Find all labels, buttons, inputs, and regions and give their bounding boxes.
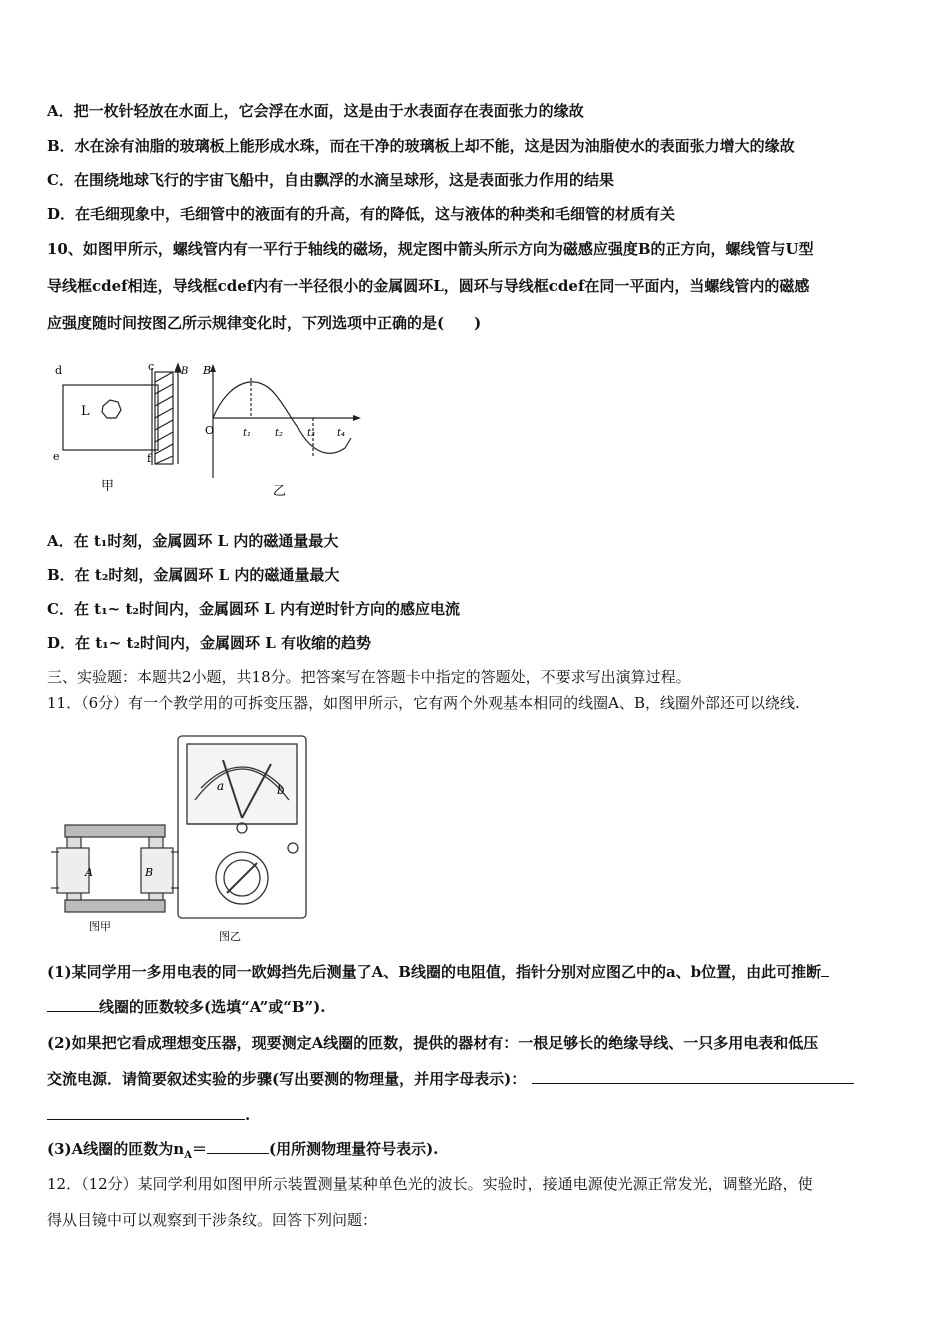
q11-part3-answer-blank[interactable] — [207, 1139, 269, 1154]
q11-part1-text2: 线圈的匝数较多(选填“A”或“B”). — [99, 998, 326, 1016]
q11-part2-end: . — [245, 1106, 251, 1124]
q10-stem-line3: 应强度随时间按图乙所示规律变化时，下列选项中正确的是( ) — [47, 314, 482, 332]
q11-part3-sub: A — [184, 1150, 192, 1161]
q11-part2-answer-blank2[interactable] — [47, 1105, 245, 1120]
b-t-graph — [210, 364, 361, 478]
q11-part2-line2 — [47, 1069, 854, 1089]
q10-option-a: A．在 t₁时刻，金属圆环 L 内的磁通量最大 — [47, 532, 339, 550]
q11-part1-text: (1)某同学用一多用电表的同一欧姆挡先后测量了A、B线圈的电阻值，指针分别对应图乙中的a、b位置，由此可推断 — [47, 963, 822, 981]
q9-option-a: A．把一枚针轻放在水面上，它会浮在水面，这是由于水表面存在表面张力的缘故 — [47, 102, 584, 120]
ring-L — [102, 400, 121, 418]
t3-label: t₃ — [307, 428, 316, 439]
t2-label: t₂ — [275, 428, 284, 439]
caption-jia: 甲 — [101, 479, 115, 494]
q11-part2-line1: (2)如果把它看成理想变压器，现要测定A线圈的匝数，提供的器材有：一根足够长的绝缘导线、一只多用电表和低压 — [47, 1034, 819, 1052]
q11-part1-line1 — [47, 962, 829, 982]
q11-part3-eq: ＝ — [191, 1140, 207, 1158]
q9-option-c: C．在围绕地球飞行的宇宙飞船中，自由飘浮的水滴呈球形，这是表面张力作用的结果 — [47, 171, 614, 189]
q10-option-c: C．在 t₁~ t₂时间内，金属圆环 L 内有逆时针方向的感应电流 — [47, 600, 460, 618]
q12-stem-line1: 12．（12分）某同学利用如图甲所示装置测量某种单色光的波长。实验时，接通电源使光源正常发光，调整光路，使 — [47, 1175, 813, 1193]
q11-part1-blank-start — [821, 962, 829, 977]
label-L: L — [81, 404, 90, 419]
q9-option-b: B．水在涂有油脂的玻璃板上能形成水珠，而在干净的玻璃板上却不能，这是因为油脂使水的表面张力增大的缘故 — [47, 137, 795, 155]
pointer-b-label: b — [277, 783, 285, 797]
section-3-heading: 三、实验题：本题共2小题，共18分。把答案写在答题卡中指定的答题处，不要求写出演算过程。 — [47, 668, 691, 686]
q12-stem-line2: 得从目镜中可以观察到干涉条纹。回答下列问题： — [47, 1211, 378, 1229]
caption-tuyi: 图乙 — [219, 930, 241, 943]
label-c: c — [148, 360, 155, 373]
pointer-a-label: a — [217, 779, 225, 793]
caption-tujia: 图甲 — [89, 920, 111, 933]
q11-part2-answer-blank[interactable] — [532, 1069, 854, 1084]
q11-part3-text: (3)A线圈的匝数为n — [47, 1140, 185, 1158]
label-b-arrow: B — [181, 366, 189, 377]
label-d: d — [55, 364, 63, 377]
multimeter-diagram — [178, 736, 306, 918]
q10-option-b: B．在 t₂时刻，金属圆环 L 内的磁通量最大 — [47, 566, 340, 584]
q11-part3-text2: (用所测物理量符号表示). — [268, 1140, 439, 1158]
transformer-diagram — [51, 825, 179, 912]
axis-label-b: B — [203, 364, 212, 377]
q11-stem: 11．（6分）有一个教学用的可拆变压器，如图甲所示，它有两个外观基本相同的线圈A、B，线圈外部还可以绕线. — [47, 694, 800, 712]
q11-part3-line — [47, 1139, 438, 1166]
label-e: e — [53, 450, 60, 463]
ohm-adjust-knob — [288, 843, 298, 853]
t4-label: t₄ — [337, 428, 346, 439]
q10-figure — [45, 360, 375, 505]
transformer-bottom-yoke — [65, 900, 165, 912]
caption-yi: 乙 — [273, 484, 287, 499]
q11-diagram — [45, 730, 325, 950]
coil-a-label: A — [85, 866, 93, 879]
q11-part2-text: 交流电源．请简要叙述实验的步骤(写出要测的物理量，并用字母表示)： — [47, 1070, 527, 1088]
origin-label: O — [205, 424, 215, 437]
t1-label: t₁ — [243, 428, 252, 439]
q11-part2-line3 — [47, 1105, 250, 1125]
q11-part1-line2 — [47, 997, 325, 1017]
q10-diagram — [45, 360, 375, 505]
q9-option-d: D．在毛细现象中，毛细管中的液面有的升高，有的降低，这与液体的种类和毛细管的材质有关 — [47, 205, 676, 223]
q10-stem-line1: 10、如图甲所示，螺线管内有一平行于轴线的磁场，规定图中箭头所示方向为磁感应强度B的正方向，螺线管与U型 — [47, 240, 814, 258]
q10-stem-line2: 导线框cdef相连，导线框cdef内有一半径很小的金属圆环L，圆环与导线框cdef在同一平面内，当螺线管内的磁感 — [47, 277, 810, 295]
q10-option-d: D．在 t₁~ t₂时间内，金属圆环 L 有收缩的趋势 — [47, 634, 372, 652]
q11-figure — [45, 730, 325, 950]
label-f: f — [147, 452, 152, 465]
transformer-top-yoke — [65, 825, 165, 837]
coil-b-label: B — [145, 866, 154, 879]
q11-part1-answer-blank[interactable] — [47, 997, 99, 1012]
